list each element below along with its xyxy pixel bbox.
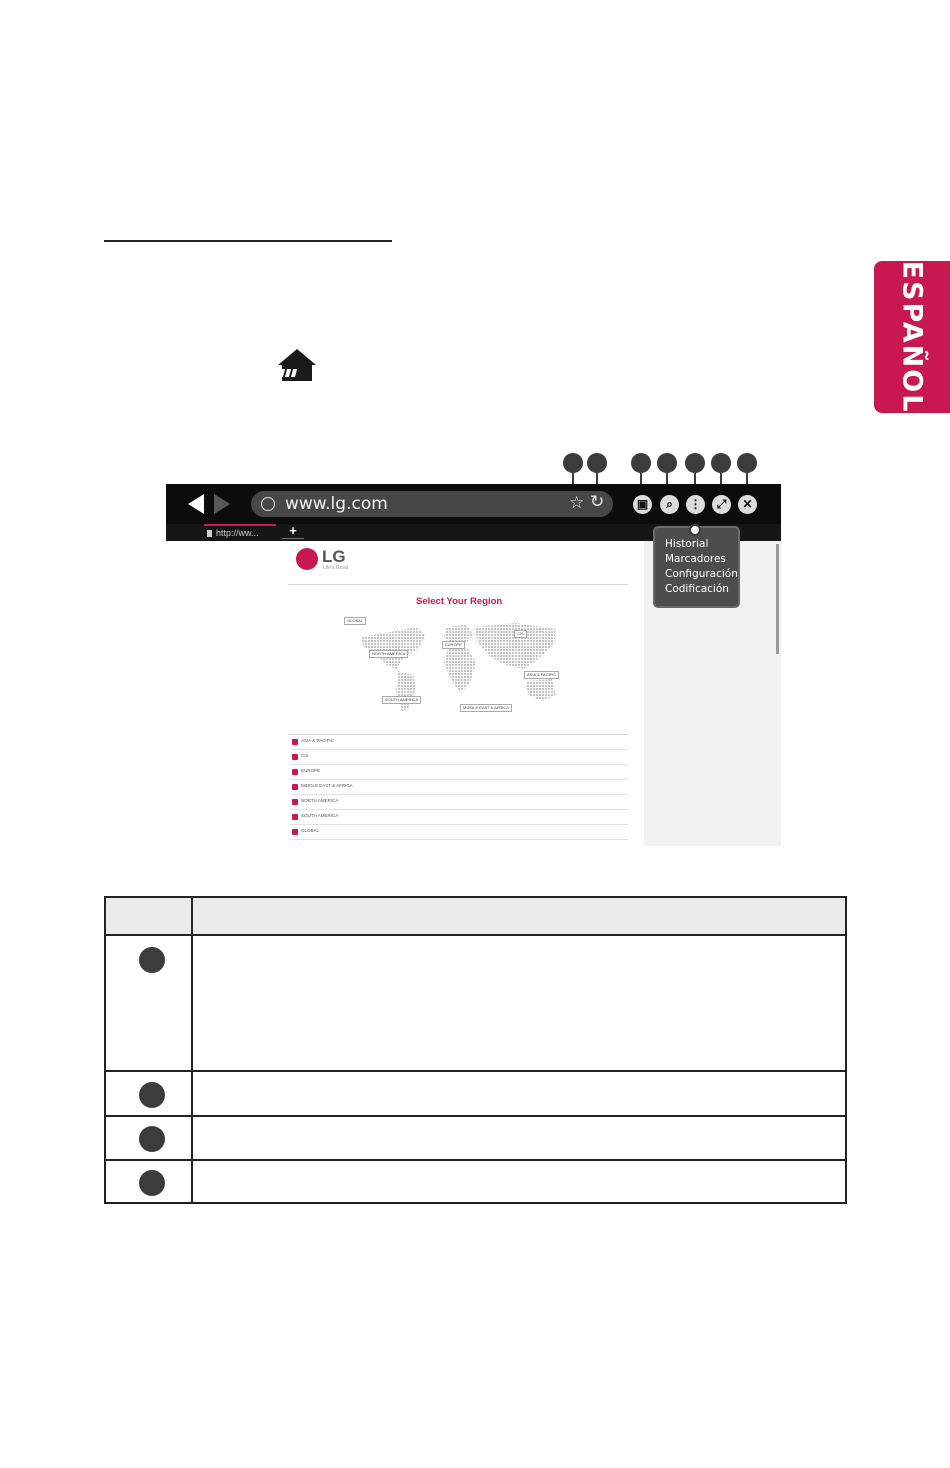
callout-marker [685, 453, 705, 473]
region-name: SOUTH AMERICA [301, 813, 339, 818]
region-list-item[interactable] [290, 825, 628, 840]
row-number-marker [139, 1170, 165, 1196]
region-list-item[interactable] [290, 750, 628, 765]
map-label[interactable]: EUROPE [442, 641, 465, 649]
region-name: CIS [301, 753, 309, 758]
scrollbar[interactable] [776, 544, 779, 654]
arrow-icon [292, 754, 298, 760]
new-tab-button[interactable]: + [282, 523, 304, 539]
forward-arrow-icon[interactable] [214, 494, 230, 514]
callout-marker [657, 453, 677, 473]
language-label: ESPAÑOL [896, 260, 928, 414]
arrow-icon [292, 784, 298, 790]
row-number-marker [139, 1126, 165, 1152]
zoom-icon[interactable]: ⌕ [660, 495, 679, 514]
map-label[interactable]: SOUTH AMERICA [382, 696, 421, 704]
map-label[interactable]: ASIA & PACIFIC [524, 671, 559, 679]
lg-logo-mark [296, 548, 318, 570]
menu-item-settings[interactable]: Configuración [665, 568, 738, 580]
menu-item-history[interactable]: Historial [665, 538, 709, 550]
home-icon [276, 347, 318, 383]
map-label[interactable]: CIS [514, 630, 527, 638]
browser-toolbar [166, 484, 781, 524]
region-list-item[interactable] [290, 795, 628, 810]
globe-icon [261, 497, 275, 511]
lg-logo[interactable] [296, 546, 366, 572]
arrow-icon [292, 829, 298, 835]
table-row-divider [106, 1070, 845, 1072]
divider [288, 584, 628, 585]
callout-marker [631, 453, 651, 473]
callout-endpoint [689, 524, 701, 536]
region-name: MIDDLE EAST & AFRICA [301, 783, 353, 788]
region-name: NORTH AMERICA [301, 798, 339, 803]
table-row-divider [106, 1115, 845, 1117]
fullscreen-icon[interactable]: ⤢ [712, 495, 731, 514]
menu-item-encoding[interactable]: Codificación [665, 583, 729, 595]
browser-menu-popup [653, 526, 740, 608]
region-name: EUROPE [301, 768, 321, 773]
lg-tagline: Life's Good [323, 565, 349, 571]
row-number-marker [139, 947, 165, 973]
section-rule [104, 240, 392, 242]
reload-icon[interactable]: ↻ [590, 492, 605, 511]
url-text: www.lg.com [285, 494, 388, 514]
address-bar[interactable] [251, 491, 613, 517]
menu-item-bookmarks[interactable]: Marcadores [665, 553, 726, 565]
document-icon [207, 530, 212, 537]
tv-icon[interactable]: ▣ [633, 495, 652, 514]
region-list-item[interactable] [290, 810, 628, 825]
callout-marker [563, 453, 583, 473]
region-list-item[interactable] [290, 735, 628, 750]
page-heading: Select Your Region [416, 596, 503, 607]
map-label[interactable]: NORTH AMERICA [369, 650, 408, 658]
arrow-icon [292, 769, 298, 775]
map-label[interactable]: MIDDLE EAST & AFRICA [460, 704, 512, 712]
row-number-marker [139, 1082, 165, 1108]
tab-label: http://ww... [216, 528, 259, 538]
callout-marker [587, 453, 607, 473]
browser-tab[interactable] [204, 524, 276, 541]
arrow-icon [292, 739, 298, 745]
star-icon[interactable]: ☆ [569, 493, 585, 512]
lg-logo-text: LG [322, 547, 346, 566]
region-list-item[interactable] [290, 765, 628, 780]
region-name: ASIA & PACIFIC [301, 738, 334, 743]
callout-marker [737, 453, 757, 473]
table-row-divider [106, 1159, 845, 1161]
table-header [106, 898, 845, 936]
back-arrow-icon[interactable] [188, 494, 204, 514]
table-column-divider [191, 898, 193, 1202]
map-label[interactable]: GLOBAL [344, 617, 366, 625]
menu-icon[interactable]: ⋮ [686, 495, 705, 514]
language-tab [874, 261, 950, 413]
callout-marker [711, 453, 731, 473]
arrow-icon [292, 799, 298, 805]
close-icon[interactable]: ✕ [738, 495, 757, 514]
arrow-icon [292, 814, 298, 820]
region-name: GLOBAL [301, 828, 320, 833]
description-table [104, 896, 847, 1204]
region-list-item[interactable] [290, 780, 628, 795]
